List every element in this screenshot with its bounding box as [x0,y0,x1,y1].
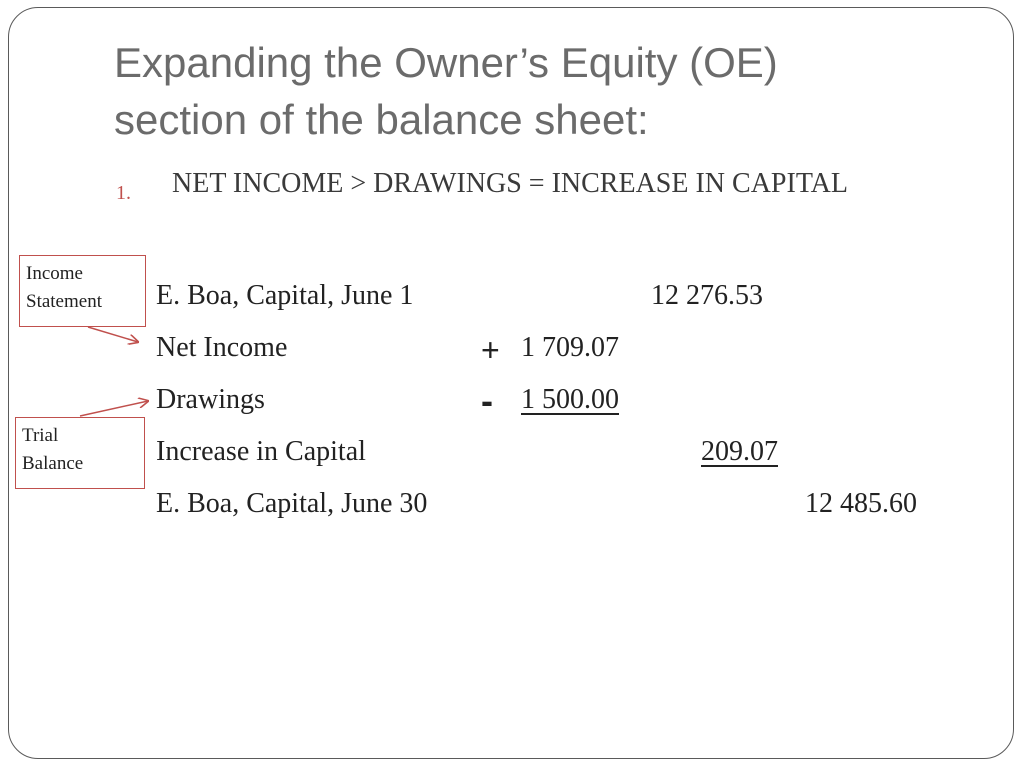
callout-text-line: Balance [22,453,84,474]
capital-end-label: E. Boa, Capital, June 30 [156,488,428,519]
capital-end-value: 12 485.60 [805,488,917,519]
increase-label: Increase in Capital [156,436,366,467]
callout-text-line: Statement [26,291,102,312]
net-income-value: 1 709.07 [521,332,619,363]
drawings-label: Drawings [156,384,265,415]
list-marker: 1. [116,182,131,204]
minus-sign: - [481,380,493,421]
trial-arrow [80,401,148,416]
drawings-value: 1 500.00 [521,384,619,415]
income-arrow [88,327,138,342]
title-line-1: Expanding the Owner’s Equity (OE) [114,39,778,86]
title-line-2: section of the balance sheet: [114,96,649,143]
increase-value: 209.07 [701,436,778,467]
callout-text-line: Trial [22,425,59,446]
list-item-text: NET INCOME > DRAWINGS = INCREASE IN CAPITAL [172,168,849,199]
capital-start-value: 12 276.53 [651,280,763,311]
net-income-label: Net Income [156,332,288,363]
plus-sign: + [481,332,500,368]
capital-start-label: E. Boa, Capital, June 1 [156,280,414,311]
callout-text-line: Income [26,263,83,284]
